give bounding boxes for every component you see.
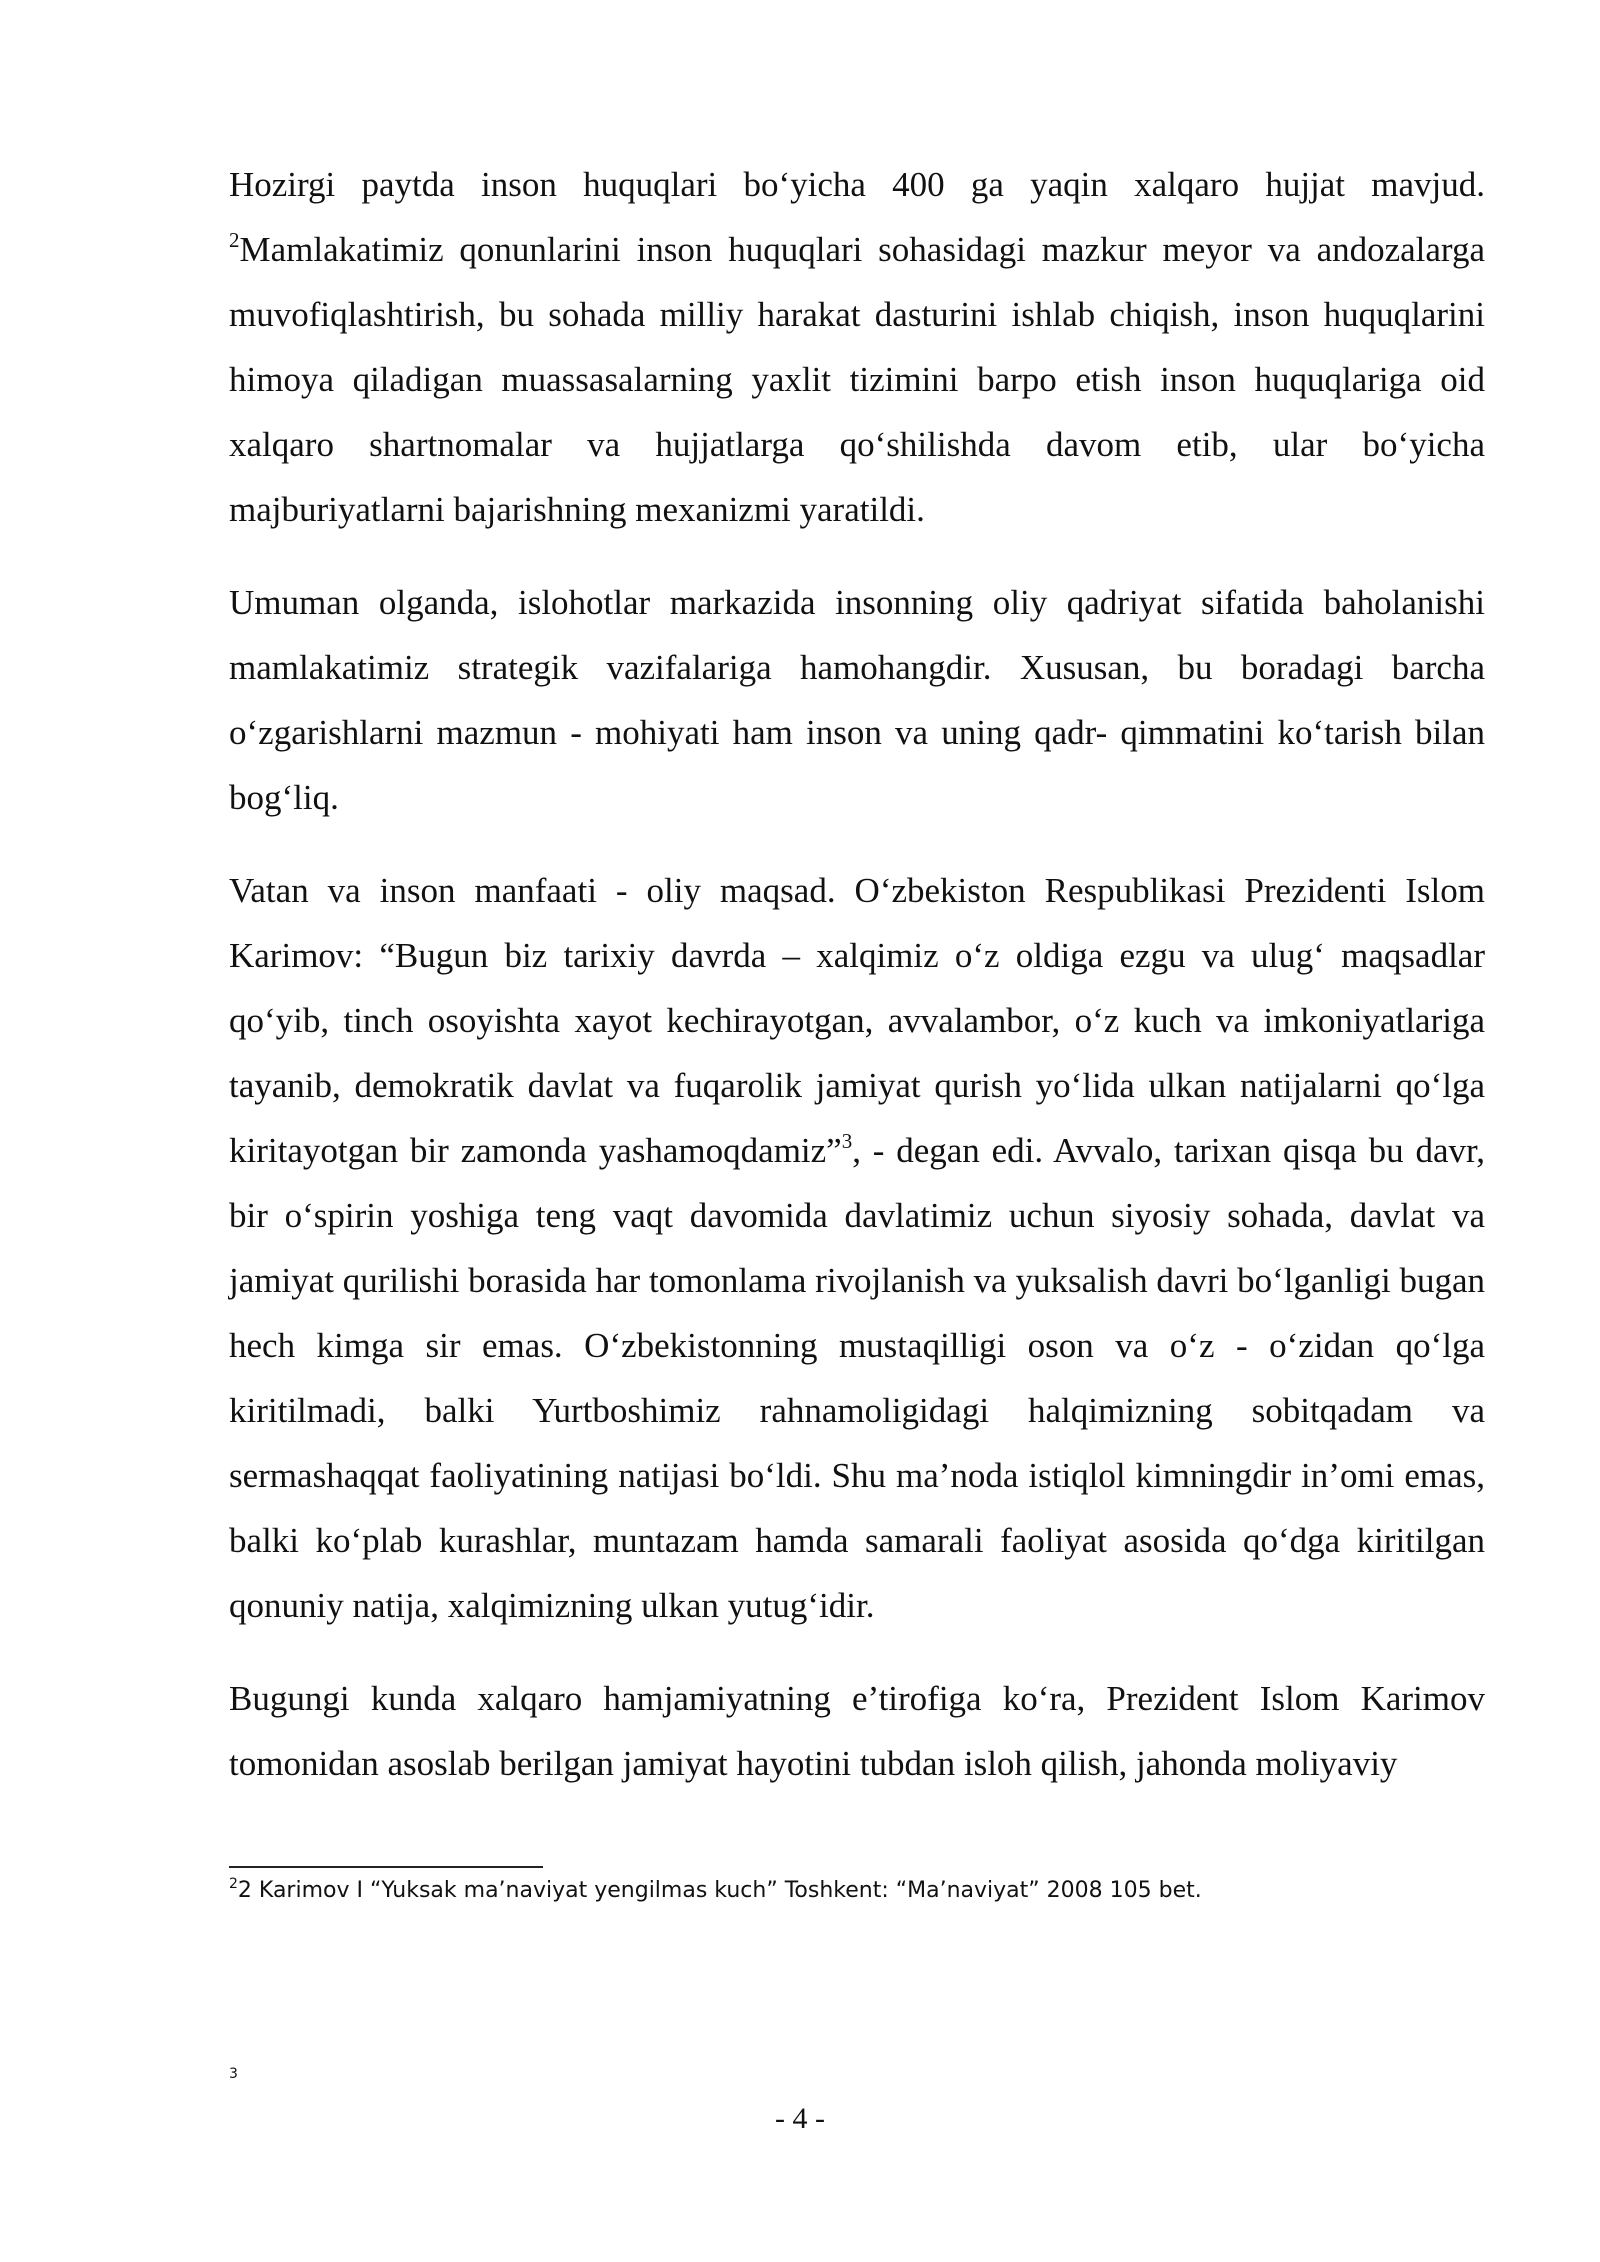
- text-run: Umuman olganda, islohotlar markazida insonning oliy qadriyat sifatida baholanishi mamlakatimiz strategik vazifalariga hamohangdir. Xususan, bu boradagi barcha o‘zgarishlarni mazmun - mohiyati ham inson va uning qadr- qimmatini ko‘tarish bilan bog‘liq.: [229, 583, 1485, 817]
- body-text: [229, 152, 1485, 1824]
- footnote-ref-3[interactable]: 3: [841, 1129, 853, 1153]
- footnote-marker: 2: [229, 1876, 238, 1892]
- text-run: Bugungi kunda xalqaro hamjamiyatning e’tirofiga ko‘ra, Prezident Islom Karimov tomonidan asoslab berilgan jamiyat hayotini tubdan isloh qilish, jahonda moliyaviy: [229, 1679, 1485, 1783]
- footnote-3-marker: 3: [229, 2066, 238, 2082]
- text-run: Vatan va inson manfaati - oliy maqsad. O‘zbekiston Respublikasi Prezidenti Islom Karimov: “Bugun biz tarixiy davrda – xalqimiz o‘z oldiga ezgu va ulug‘ maqsadlar qo‘yib, tinch osoyishta xayot kechirayotgan, avvalambor, o‘z kuch va imkoniyatlariga tayanib, demokratik davlat va fuqarolik jamiyat qurish yo‘lida ulkan natijalarni qo‘lga kiritayotgan bir zamonda yashamoqdamiz”: [229, 871, 1485, 1170]
- footnote-text: 2 Karimov I “Yuksak ma’naviyat yengilmas kuch” Toshkent: “Ma’naviyat” 2008 105 bet.: [237, 1878, 1202, 1903]
- footnote-2: [229, 1874, 1485, 1908]
- text-run: Hozirgi paytda inson huquqlari bo‘yicha 400 ga yaqin xalqaro hujjat mavjud.: [229, 165, 1485, 204]
- paragraph-4: [229, 1666, 1485, 1796]
- paragraph-1: [229, 152, 1485, 542]
- footnote-separator: [229, 1866, 543, 1868]
- text-run: Mamlakatimiz qonunlarini inson huquqlari sohasidagi mazkur meyor va andozalarga muvofiqlashtirish, bu sohada milliy harakat dasturini ishlab chiqish, inson huquqlarini himoya qiladigan muassasalarning yaxlit tizimini barpo etish inson huquqlariga oid xalqaro shartnomalar va hujjatlarga qo‘shilishda davom etib, ular bo‘yicha majburiyatlarni bajarishning mexanizmi yaratildi.: [229, 230, 1485, 529]
- footnote-ref-2[interactable]: 2: [229, 228, 240, 252]
- text-run: , - degan edi. Avvalo, tarixan qisqa bu davr, bir o‘spirin yoshiga teng vaqt davomida davlatimiz uchun siyosiy sohada, davlat va jamiyat qurilishi borasida har tomonlama rivojlanish va yuksalish davri bo‘lganligi bugan hech kimga sir emas. O‘zbekistonning mustaqilligi oson va o‘z - o‘zidan qo‘lga kiritilmadi, balki Yurtboshimiz rahnamoligidagi halqimizning sobitqadam va sermashaqqat faoliyatining natijasi bo‘ldi. Shu ma’noda istiqlol kimningdir in’omi emas, balki ko‘plab kurashlar, muntazam hamda samarali faoliyat asosida qo‘dga kiritilgan qonuniy natija, xalqimizning ulkan yutug‘idir.: [229, 1131, 1485, 1625]
- page-number: - 4 -: [775, 2102, 825, 2135]
- paragraph-3: [229, 858, 1485, 1638]
- paragraph-2: [229, 570, 1485, 830]
